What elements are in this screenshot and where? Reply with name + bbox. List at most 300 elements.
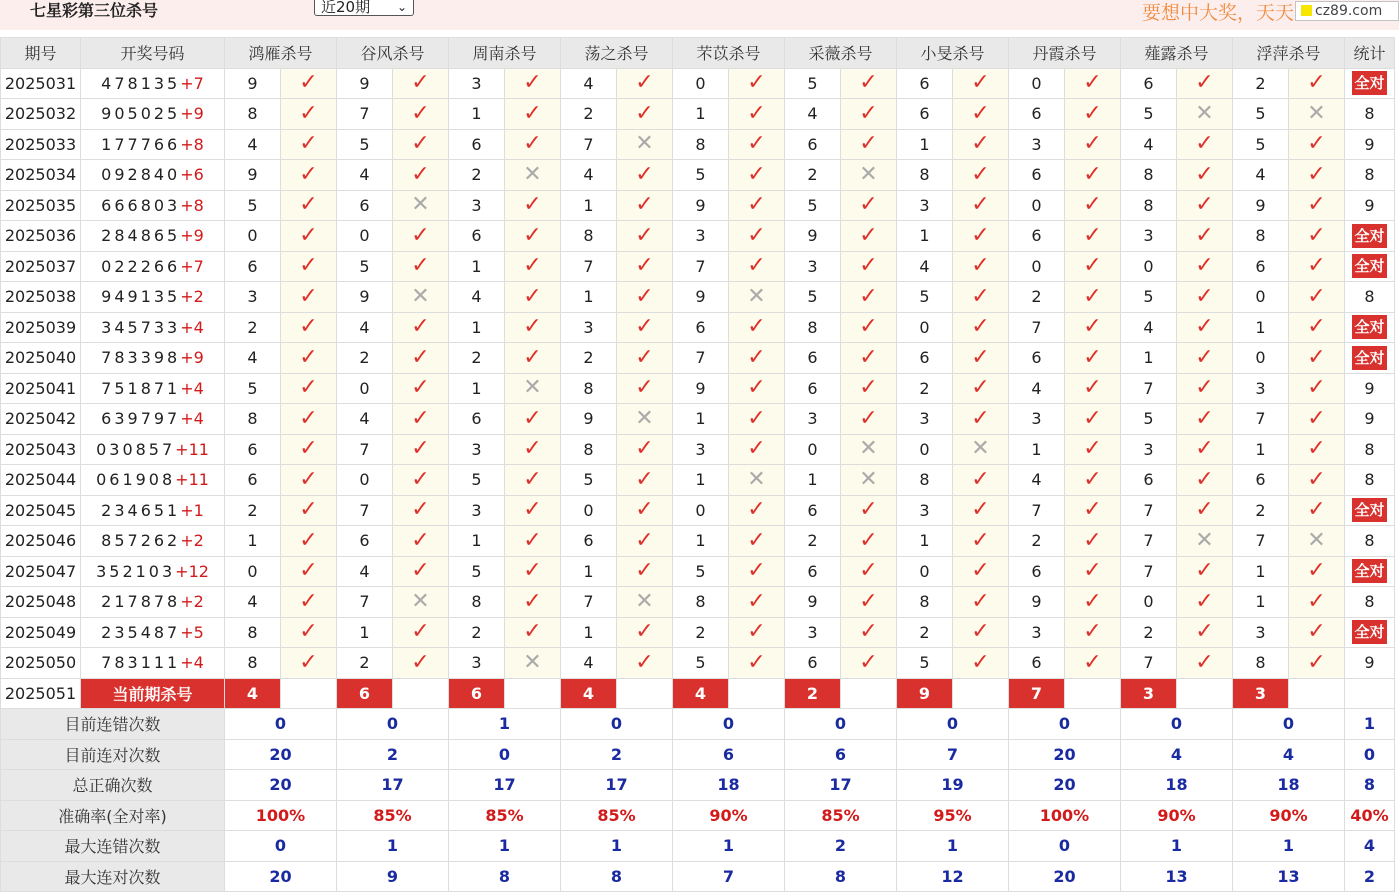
stats-value: 85%	[337, 800, 449, 831]
result-mark	[393, 160, 449, 191]
site-badge[interactable]	[1295, 1, 1399, 21]
check-icon: ✓	[411, 527, 430, 553]
kill-number: 7	[561, 251, 617, 282]
stats-value: 0	[225, 831, 337, 862]
current-issue: 2025051	[1, 678, 81, 709]
table-row	[1, 312, 1395, 343]
result-mark	[1065, 434, 1121, 465]
stats-value: 0	[449, 739, 561, 770]
check-icon: ✓	[1307, 466, 1326, 492]
kill-number: 6	[1009, 99, 1065, 130]
blank-cell	[281, 678, 337, 709]
kill-number-table	[0, 37, 1395, 892]
all-correct-badge: 全对	[1352, 315, 1386, 339]
kill-number: 7	[337, 495, 393, 526]
stats-row	[1, 831, 1395, 862]
table-row	[1, 495, 1395, 526]
result-mark	[1289, 495, 1345, 526]
all-correct-badge: 全对	[1352, 559, 1386, 583]
result-mark	[281, 343, 337, 374]
result-mark	[505, 465, 561, 496]
check-icon: ✓	[299, 527, 318, 553]
check-icon: ✓	[747, 253, 766, 279]
result-mark	[1289, 343, 1345, 374]
result-mark	[505, 282, 561, 313]
check-icon: ✓	[1307, 222, 1326, 248]
draw-bonus: +8	[180, 134, 204, 154]
cross-icon: ✕	[635, 131, 654, 157]
result-mark	[953, 465, 1009, 496]
check-icon: ✓	[523, 436, 542, 462]
kill-number: 8	[225, 99, 281, 130]
stats-value: 20	[225, 739, 337, 770]
check-icon: ✓	[411, 344, 430, 370]
result-mark	[841, 221, 897, 252]
draw-bonus: +4	[180, 317, 204, 337]
stats-value: 1	[449, 709, 561, 740]
result-mark	[1289, 190, 1345, 221]
kill-number: 2	[337, 343, 393, 374]
kill-number: 6	[897, 343, 953, 374]
stats-value: 20	[1009, 739, 1121, 770]
kill-number: 2	[785, 160, 841, 191]
kill-number: 3	[1233, 373, 1289, 404]
result-mark	[393, 221, 449, 252]
kill-number: 4	[1121, 129, 1177, 160]
kill-number: 2	[673, 617, 729, 648]
result-mark	[729, 251, 785, 282]
table-row	[1, 68, 1395, 99]
result-mark	[1177, 465, 1233, 496]
result-mark	[505, 404, 561, 435]
kill-number: 3	[897, 495, 953, 526]
stats-value: 17	[449, 770, 561, 801]
issue-number: 2025031	[1, 68, 81, 99]
check-icon: ✓	[1195, 70, 1214, 96]
check-icon: ✓	[1195, 558, 1214, 584]
result-mark	[1289, 648, 1345, 679]
draw-digits: 092840	[101, 165, 181, 185]
result-mark	[505, 526, 561, 557]
kill-number: 8	[225, 617, 281, 648]
stats-value: 17	[337, 770, 449, 801]
result-mark	[841, 251, 897, 282]
result-mark	[953, 587, 1009, 618]
kill-number: 3	[785, 251, 841, 282]
result-mark	[1177, 190, 1233, 221]
table-row	[1, 373, 1395, 404]
issue-number: 2025047	[1, 556, 81, 587]
check-icon: ✓	[299, 161, 318, 187]
check-icon: ✓	[1307, 161, 1326, 187]
cross-icon: ✕	[411, 588, 430, 614]
draw-bonus: +9	[180, 104, 204, 124]
result-mark	[393, 556, 449, 587]
check-icon: ✓	[1083, 375, 1102, 401]
draw-numbers	[81, 343, 225, 374]
stats-value: 0	[1121, 709, 1233, 740]
kill-number: 5	[1121, 99, 1177, 130]
result-mark	[953, 160, 1009, 191]
stat-count: 8	[1345, 434, 1395, 465]
check-icon: ✓	[971, 588, 990, 614]
result-mark	[393, 434, 449, 465]
check-icon: ✓	[411, 222, 430, 248]
result-mark	[1289, 526, 1345, 557]
stats-value: 20	[225, 861, 337, 892]
check-icon: ✓	[523, 70, 542, 96]
kill-number: 7	[1009, 312, 1065, 343]
check-icon: ✓	[635, 161, 654, 187]
kill-number: 7	[1233, 404, 1289, 435]
stats-value: 6	[785, 739, 897, 770]
stats-value: 2	[785, 831, 897, 862]
draw-bonus: +4	[180, 409, 204, 429]
result-mark	[617, 617, 673, 648]
stat-count: 9	[1345, 129, 1395, 160]
col-expert: 浮萍杀号	[1233, 38, 1345, 69]
kill-number: 3	[1009, 129, 1065, 160]
draw-digits: 234651	[101, 500, 181, 520]
result-mark	[1065, 617, 1121, 648]
result-mark	[393, 404, 449, 435]
check-icon: ✓	[1195, 253, 1214, 279]
current-kill-number: 3	[1121, 678, 1177, 709]
result-mark	[393, 343, 449, 374]
issue-number: 2025040	[1, 343, 81, 374]
stats-value: 95%	[897, 800, 1009, 831]
kill-number: 2	[449, 160, 505, 191]
table-row	[1, 648, 1395, 679]
check-icon: ✓	[635, 619, 654, 645]
check-icon: ✓	[1195, 314, 1214, 340]
stats-value: 0	[1009, 831, 1121, 862]
check-icon: ✓	[1195, 588, 1214, 614]
stats-label: 准确率(全对率)	[1, 800, 225, 831]
stats-value: 13	[1233, 861, 1345, 892]
kill-number: 2	[561, 99, 617, 130]
kill-number: 1	[673, 526, 729, 557]
col-expert: 鸿雁杀号	[225, 38, 337, 69]
result-mark	[393, 190, 449, 221]
check-icon: ✓	[1307, 253, 1326, 279]
result-mark	[953, 343, 1009, 374]
stats-value: 20	[1009, 861, 1121, 892]
kill-number: 1	[561, 617, 617, 648]
kill-number: 1	[897, 526, 953, 557]
result-mark	[1065, 312, 1121, 343]
stat-all-correct	[1345, 556, 1395, 587]
draw-numbers	[81, 648, 225, 679]
result-mark	[1065, 68, 1121, 99]
kill-number: 1	[1233, 434, 1289, 465]
kill-number: 6	[1121, 465, 1177, 496]
check-icon: ✓	[859, 375, 878, 401]
table-row	[1, 587, 1395, 618]
kill-number: 0	[1233, 343, 1289, 374]
stats-label: 最大连对次数	[1, 861, 225, 892]
kill-number: 8	[449, 587, 505, 618]
check-icon: ✓	[1307, 375, 1326, 401]
kill-number: 3	[225, 282, 281, 313]
kill-number: 0	[1233, 282, 1289, 313]
check-icon: ✓	[523, 497, 542, 523]
kill-number: 5	[673, 648, 729, 679]
check-icon: ✓	[1307, 344, 1326, 370]
cross-icon: ✕	[523, 649, 542, 675]
kill-number: 8	[225, 648, 281, 679]
check-icon: ✓	[747, 70, 766, 96]
kill-number: 6	[1009, 160, 1065, 191]
result-mark	[1177, 68, 1233, 99]
current-kill-number: 7	[1009, 678, 1065, 709]
kill-number: 3	[1233, 617, 1289, 648]
check-icon: ✓	[971, 70, 990, 96]
check-icon: ✓	[299, 619, 318, 645]
kill-number: 4	[337, 404, 393, 435]
check-icon: ✓	[1307, 405, 1326, 431]
result-mark	[393, 99, 449, 130]
kill-number: 3	[785, 404, 841, 435]
kill-number: 6	[897, 99, 953, 130]
result-mark	[729, 556, 785, 587]
result-mark	[1177, 312, 1233, 343]
check-icon: ✓	[971, 497, 990, 523]
kill-number: 0	[673, 68, 729, 99]
kill-number: 6	[785, 343, 841, 374]
kill-number: 2	[225, 495, 281, 526]
stats-value: 4	[1233, 739, 1345, 770]
check-icon: ✓	[299, 131, 318, 157]
result-mark	[617, 556, 673, 587]
result-mark	[953, 251, 1009, 282]
check-icon: ✓	[971, 131, 990, 157]
kill-number: 5	[449, 556, 505, 587]
table-row	[1, 526, 1395, 557]
stats-value: 1	[1233, 831, 1345, 862]
kill-number: 8	[1121, 160, 1177, 191]
check-icon: ✓	[523, 405, 542, 431]
stat-count: 8	[1345, 160, 1395, 191]
result-mark	[729, 373, 785, 404]
result-mark	[281, 160, 337, 191]
check-icon: ✓	[411, 253, 430, 279]
result-mark	[1289, 404, 1345, 435]
draw-bonus: +2	[180, 592, 204, 612]
kill-number: 5	[785, 282, 841, 313]
kill-number: 0	[897, 556, 953, 587]
check-icon: ✓	[859, 588, 878, 614]
kill-number: 5	[337, 129, 393, 160]
result-mark	[1289, 221, 1345, 252]
table-row	[1, 434, 1395, 465]
result-mark	[729, 68, 785, 99]
stat-all-correct	[1345, 617, 1395, 648]
kill-number: 1	[1121, 343, 1177, 374]
col-expert: 芣苡杀号	[673, 38, 785, 69]
check-icon: ✓	[411, 405, 430, 431]
stats-value: 18	[673, 770, 785, 801]
stats-value: 9	[337, 861, 449, 892]
result-mark	[729, 465, 785, 496]
stat-all-correct	[1345, 68, 1395, 99]
check-icon: ✓	[299, 70, 318, 96]
current-row	[1, 678, 1395, 709]
result-mark	[505, 495, 561, 526]
kill-number: 9	[785, 587, 841, 618]
check-icon: ✓	[299, 283, 318, 309]
check-icon: ✓	[1307, 131, 1326, 157]
check-icon: ✓	[411, 558, 430, 584]
result-mark	[953, 495, 1009, 526]
kill-number: 1	[561, 556, 617, 587]
kill-number: 7	[1121, 495, 1177, 526]
draw-bonus: +9	[180, 348, 204, 368]
stats-value: 1	[449, 831, 561, 862]
check-icon: ✓	[523, 253, 542, 279]
kill-number: 9	[673, 373, 729, 404]
stats-value: 8	[449, 861, 561, 892]
cross-icon: ✕	[1307, 527, 1326, 553]
kill-number: 4	[561, 160, 617, 191]
check-icon: ✓	[523, 222, 542, 248]
check-icon: ✓	[635, 466, 654, 492]
all-correct-badge: 全对	[1352, 620, 1386, 644]
check-icon: ✓	[971, 253, 990, 279]
result-mark	[505, 343, 561, 374]
kill-number: 0	[337, 373, 393, 404]
kill-number: 5	[897, 282, 953, 313]
kill-number: 6	[1009, 221, 1065, 252]
check-icon: ✓	[747, 131, 766, 157]
period-select[interactable]	[314, 0, 414, 16]
check-icon: ✓	[859, 497, 878, 523]
result-mark	[841, 190, 897, 221]
kill-number: 7	[1121, 648, 1177, 679]
result-mark	[729, 434, 785, 465]
kill-number: 7	[1009, 495, 1065, 526]
draw-numbers	[81, 99, 225, 130]
draw-bonus: +8	[180, 195, 204, 215]
result-mark	[953, 617, 1009, 648]
blank-cell	[1345, 678, 1395, 709]
check-icon: ✓	[1083, 588, 1102, 614]
kill-number: 3	[897, 190, 953, 221]
result-mark	[281, 587, 337, 618]
result-mark	[393, 495, 449, 526]
check-icon: ✓	[971, 344, 990, 370]
kill-number: 2	[897, 373, 953, 404]
cross-icon: ✕	[523, 161, 542, 187]
check-icon: ✓	[299, 466, 318, 492]
draw-numbers	[81, 282, 225, 313]
issue-number: 2025039	[1, 312, 81, 343]
all-correct-badge: 全对	[1352, 498, 1386, 522]
stats-value: 0	[897, 709, 1009, 740]
result-mark	[841, 160, 897, 191]
stats-value: 1	[673, 831, 785, 862]
draw-digits: 177766	[101, 134, 181, 154]
kill-number: 3	[1009, 617, 1065, 648]
result-mark	[617, 343, 673, 374]
check-icon: ✓	[411, 497, 430, 523]
result-mark	[505, 68, 561, 99]
stats-value: 85%	[785, 800, 897, 831]
kill-number: 5	[449, 465, 505, 496]
stat-count: 8	[1345, 465, 1395, 496]
kill-number: 6	[785, 129, 841, 160]
result-mark	[1289, 434, 1345, 465]
check-icon: ✓	[299, 649, 318, 675]
check-icon: ✓	[411, 100, 430, 126]
stat-all-correct	[1345, 312, 1395, 343]
kill-number: 6	[897, 68, 953, 99]
kill-number: 5	[785, 68, 841, 99]
result-mark	[1177, 373, 1233, 404]
kill-number: 3	[897, 404, 953, 435]
check-icon: ✓	[1307, 588, 1326, 614]
kill-number: 8	[785, 312, 841, 343]
kill-number: 0	[785, 434, 841, 465]
check-icon: ✓	[635, 314, 654, 340]
kill-number: 3	[449, 434, 505, 465]
result-mark	[729, 190, 785, 221]
kill-number: 8	[225, 404, 281, 435]
kill-number: 5	[337, 251, 393, 282]
draw-numbers	[81, 526, 225, 557]
cross-icon: ✕	[859, 466, 878, 492]
chevron-down-icon: ⌄	[396, 0, 407, 14]
result-mark	[617, 373, 673, 404]
check-icon: ✓	[859, 405, 878, 431]
stats-value: 19	[897, 770, 1009, 801]
check-icon: ✓	[971, 405, 990, 431]
result-mark	[393, 648, 449, 679]
kill-number: 8	[897, 160, 953, 191]
check-icon: ✓	[1083, 283, 1102, 309]
check-icon: ✓	[411, 649, 430, 675]
kill-number: 1	[561, 190, 617, 221]
result-mark	[281, 251, 337, 282]
kill-number: 7	[561, 129, 617, 160]
result-mark	[1065, 129, 1121, 160]
kill-number: 4	[337, 312, 393, 343]
result-mark	[729, 495, 785, 526]
issue-number: 2025045	[1, 495, 81, 526]
kill-number: 7	[1233, 526, 1289, 557]
col-stat: 统计	[1345, 38, 1395, 69]
result-mark	[953, 129, 1009, 160]
result-mark	[617, 99, 673, 130]
check-icon: ✓	[859, 619, 878, 645]
stats-label: 最大连错次数	[1, 831, 225, 862]
result-mark	[281, 648, 337, 679]
draw-numbers	[81, 465, 225, 496]
table-row	[1, 251, 1395, 282]
kill-number: 8	[561, 221, 617, 252]
result-mark	[841, 373, 897, 404]
draw-digits: 022266	[101, 256, 181, 276]
check-icon: ✓	[1307, 558, 1326, 584]
check-icon: ✓	[635, 497, 654, 523]
draw-numbers	[81, 68, 225, 99]
stat-all-correct	[1345, 495, 1395, 526]
kill-number: 4	[225, 343, 281, 374]
kill-number: 5	[1233, 129, 1289, 160]
check-icon: ✓	[411, 70, 430, 96]
check-icon: ✓	[299, 375, 318, 401]
check-icon: ✓	[523, 192, 542, 218]
